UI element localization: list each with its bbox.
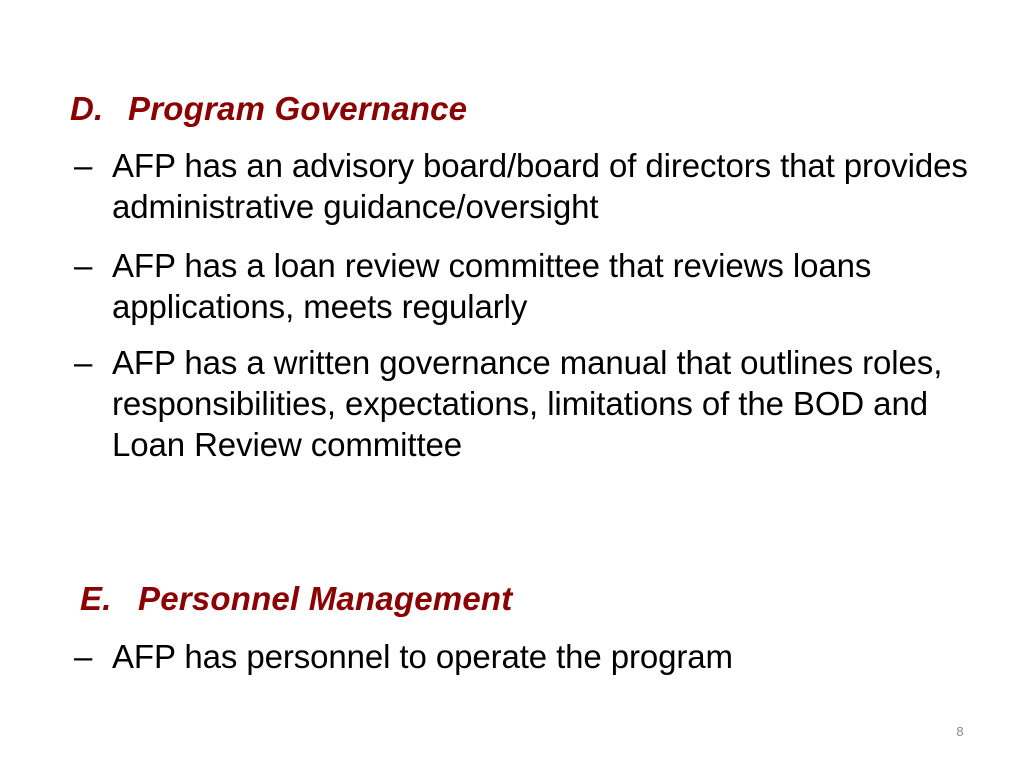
section-heading-personnel-management [80,580,512,618]
bullet-marker: – [74,344,93,381]
section-letter: D. [70,90,104,127]
bullet-text: AFP has a written governance manual that outlines roles, responsibilities, expectations, limitations of the BOD and Loan Review committee [112,344,943,463]
bullet-text: AFP has personnel to operate the program [112,638,733,675]
section-letter: E. [80,580,112,617]
bullet-marker: – [74,147,93,184]
bullet-item [74,145,1009,227]
page-number: 8 [956,724,964,739]
bullet-marker: – [74,247,93,284]
bullet-text: AFP has a loan review committee that reviews loans applications, meets regularly [112,247,872,325]
bullet-item [74,342,1009,465]
bullet-text: AFP has an advisory board/board of directors that provides administrative guidance/oversight [112,147,968,225]
bullet-marker: – [74,638,93,675]
bullet-item [74,636,1009,677]
bullet-item [74,245,1009,327]
section-heading-program-governance [70,90,467,128]
section-title: Program Governance [128,90,468,127]
section-title: Personnel Management [138,580,513,617]
